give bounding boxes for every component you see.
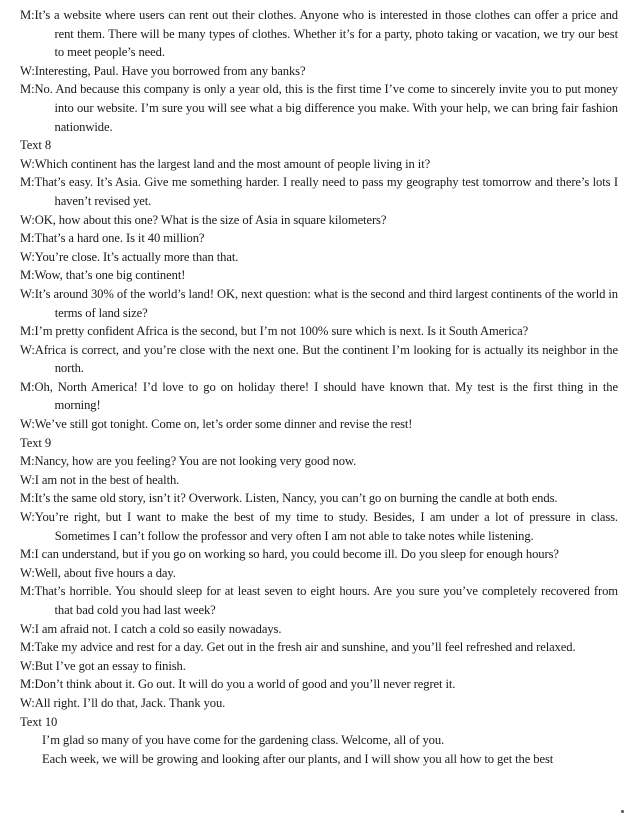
dialogue-text: I am afraid not. I catch a cold so easily nowadays.	[34, 621, 282, 636]
speaker-label: W:	[20, 565, 35, 580]
dialogue-block-text-9	[20, 452, 618, 712]
dialogue-line	[20, 62, 618, 81]
transcript-document	[20, 6, 618, 768]
dialogue-line	[20, 211, 618, 230]
dialogue-line	[20, 6, 618, 62]
dialogue-text: But I’ve got an essay to finish.	[34, 658, 186, 673]
speaker-label: W:	[20, 417, 35, 432]
speaker-label: W:	[20, 695, 35, 710]
dialogue-line	[20, 489, 618, 508]
speaker-label: W:	[20, 156, 35, 171]
dialogue-text: Interesting, Paul. Have you borrowed from any banks?	[34, 63, 306, 78]
dialogue-text: OK, how about this one? What is the size of Asia in square kilometers?	[34, 212, 387, 227]
dialogue-text: It’s a website where users can rent out their clothes. Anyone who is interested in those clothes can offer a price and rent them. There will be many types of clothes. Whether it’s for a party, photo taking or vacation, we try our best to meet people’s need.	[34, 8, 618, 60]
dialogue-text: That’s horrible. You should sleep for at least seven to eight hours. Are you sure you’ve completely recovered from that bad cold you had last week?	[34, 584, 618, 617]
speaker-label: M:	[20, 547, 35, 562]
speaker-label: M:	[20, 231, 35, 246]
dialogue-text: You’re right, but I want to make the best of my time to study. Besides, I am under a lot of pressure in class. Sometimes I can’t follow the professor and very often I am not able to take notes while listening.	[34, 510, 618, 543]
dialogue-line	[20, 378, 618, 415]
dialogue-line	[20, 620, 618, 639]
dialogue-line	[20, 564, 618, 583]
dialogue-text: I can understand, but if you go on working so hard, you could become ill. Do you sleep for enough hours?	[34, 547, 559, 562]
dialogue-block-1	[20, 6, 618, 136]
section-heading-text-9: Text 9	[20, 435, 52, 450]
dialogue-line	[20, 229, 618, 248]
speaker-label: M:	[20, 175, 35, 190]
speaker-label: M:	[20, 324, 35, 339]
dialogue-text: You’re close. It’s actually more than that.	[34, 249, 239, 264]
speaker-label: M:	[20, 640, 35, 655]
dialogue-line	[20, 694, 618, 713]
dialogue-text: We’ve still got tonight. Come on, let’s order some dinner and revise the rest!	[34, 417, 413, 432]
paragraph: Each week, we will be growing and looking after our plants, and I will show you all how to get the best	[42, 751, 554, 766]
dialogue-line	[20, 545, 618, 564]
section-heading-text-10: Text 10	[20, 714, 58, 729]
dialogue-text: I am not in the best of health.	[34, 472, 180, 487]
dialogue-text: Take my advice and rest for a day. Get out in the fresh air and sunshine, and you’ll feel refreshed and relaxed.	[34, 640, 576, 655]
dialogue-line	[20, 638, 618, 657]
speaker-label: W:	[20, 63, 35, 78]
dialogue-line	[20, 285, 618, 322]
dialogue-line	[20, 452, 618, 471]
dialogue-block-text-8	[20, 155, 618, 434]
speaker-label: W:	[20, 658, 35, 673]
dialogue-line	[20, 80, 618, 136]
speaker-label: M:	[20, 379, 35, 394]
speaker-label: M:	[20, 677, 35, 692]
dialogue-line	[20, 508, 618, 545]
speaker-label: W:	[20, 510, 35, 525]
dialogue-line	[20, 248, 618, 267]
dialogue-line	[20, 173, 618, 210]
dialogue-text: Oh, North America! I’d love to go on holiday there! I should have known that. My test is the first thing in the morning!	[34, 379, 618, 413]
dialogue-text: It’s around 30% of the world’s land! OK, next question: what is the second and third largest continents of the world in terms of land size?	[34, 286, 618, 320]
dialogue-text: It’s the same old story, isn’t it? Overwork. Listen, Nancy, you can’t go on burning the candle at both ends.	[34, 491, 558, 506]
dialogue-line	[20, 657, 618, 676]
speaker-label: M:	[20, 268, 35, 283]
dialogue-text: Which continent has the largest land and the most amount of people living in it?	[34, 156, 431, 171]
dialogue-line	[20, 471, 618, 490]
dialogue-text: Don’t think about it. Go out. It will do you a world of good and you’ll never regret it.	[34, 677, 456, 692]
monologue-block-text-10	[20, 731, 618, 768]
dialogue-line	[20, 582, 618, 619]
speaker-label: M:	[20, 82, 35, 97]
dialogue-line	[20, 155, 618, 174]
speaker-label: W:	[20, 342, 35, 357]
speaker-label: M:	[20, 584, 35, 599]
dialogue-text: No. And because this company is only a year old, this is the first time I’ve come to sincerely invite you to put money into our website. I’m sure you will see what a big difference you make. With your help, we can bring fair fashion nationwide.	[34, 82, 618, 134]
speaker-label: M:	[20, 491, 35, 506]
dialogue-text: Wow, that’s one big continent!	[34, 268, 186, 283]
dialogue-text: Nancy, how are you feeling? You are not looking very good now.	[34, 454, 357, 469]
speaker-label: W:	[20, 249, 35, 264]
dialogue-text: I’m pretty confident Africa is the second, but I’m not 100% sure which is next. Is it South America?	[34, 324, 529, 339]
speaker-label: M:	[20, 454, 35, 469]
speaker-label: W:	[20, 212, 35, 227]
dialogue-line	[20, 415, 618, 434]
dialogue-line	[20, 322, 618, 341]
dialogue-line	[20, 266, 618, 285]
dialogue-text: Africa is correct, and you’re close with the next one. But the continent I’m looking for is actually its neighbor in the north.	[34, 342, 618, 376]
dialogue-text: That’s a hard one. Is it 40 million?	[34, 231, 205, 246]
dialogue-text: Well, about five hours a day.	[34, 565, 176, 580]
speaker-label: M:	[20, 8, 35, 22]
dialogue-line	[20, 675, 618, 694]
section-heading-text-8: Text 8	[20, 138, 52, 153]
speaker-label: W:	[20, 472, 35, 487]
dialogue-text: That’s easy. It’s Asia. Give me something harder. I really need to pass my geography test tomorrow and there’s lots I haven’t revised yet.	[34, 175, 618, 208]
dialogue-line	[20, 341, 618, 378]
scan-dot	[621, 810, 624, 813]
paragraph: I’m glad so many of you have come for the gardening class. Welcome, all of you.	[42, 733, 445, 748]
speaker-label: W:	[20, 621, 35, 636]
dialogue-text: All right. I’ll do that, Jack. Thank you.	[34, 695, 226, 710]
speaker-label: W:	[20, 286, 35, 301]
